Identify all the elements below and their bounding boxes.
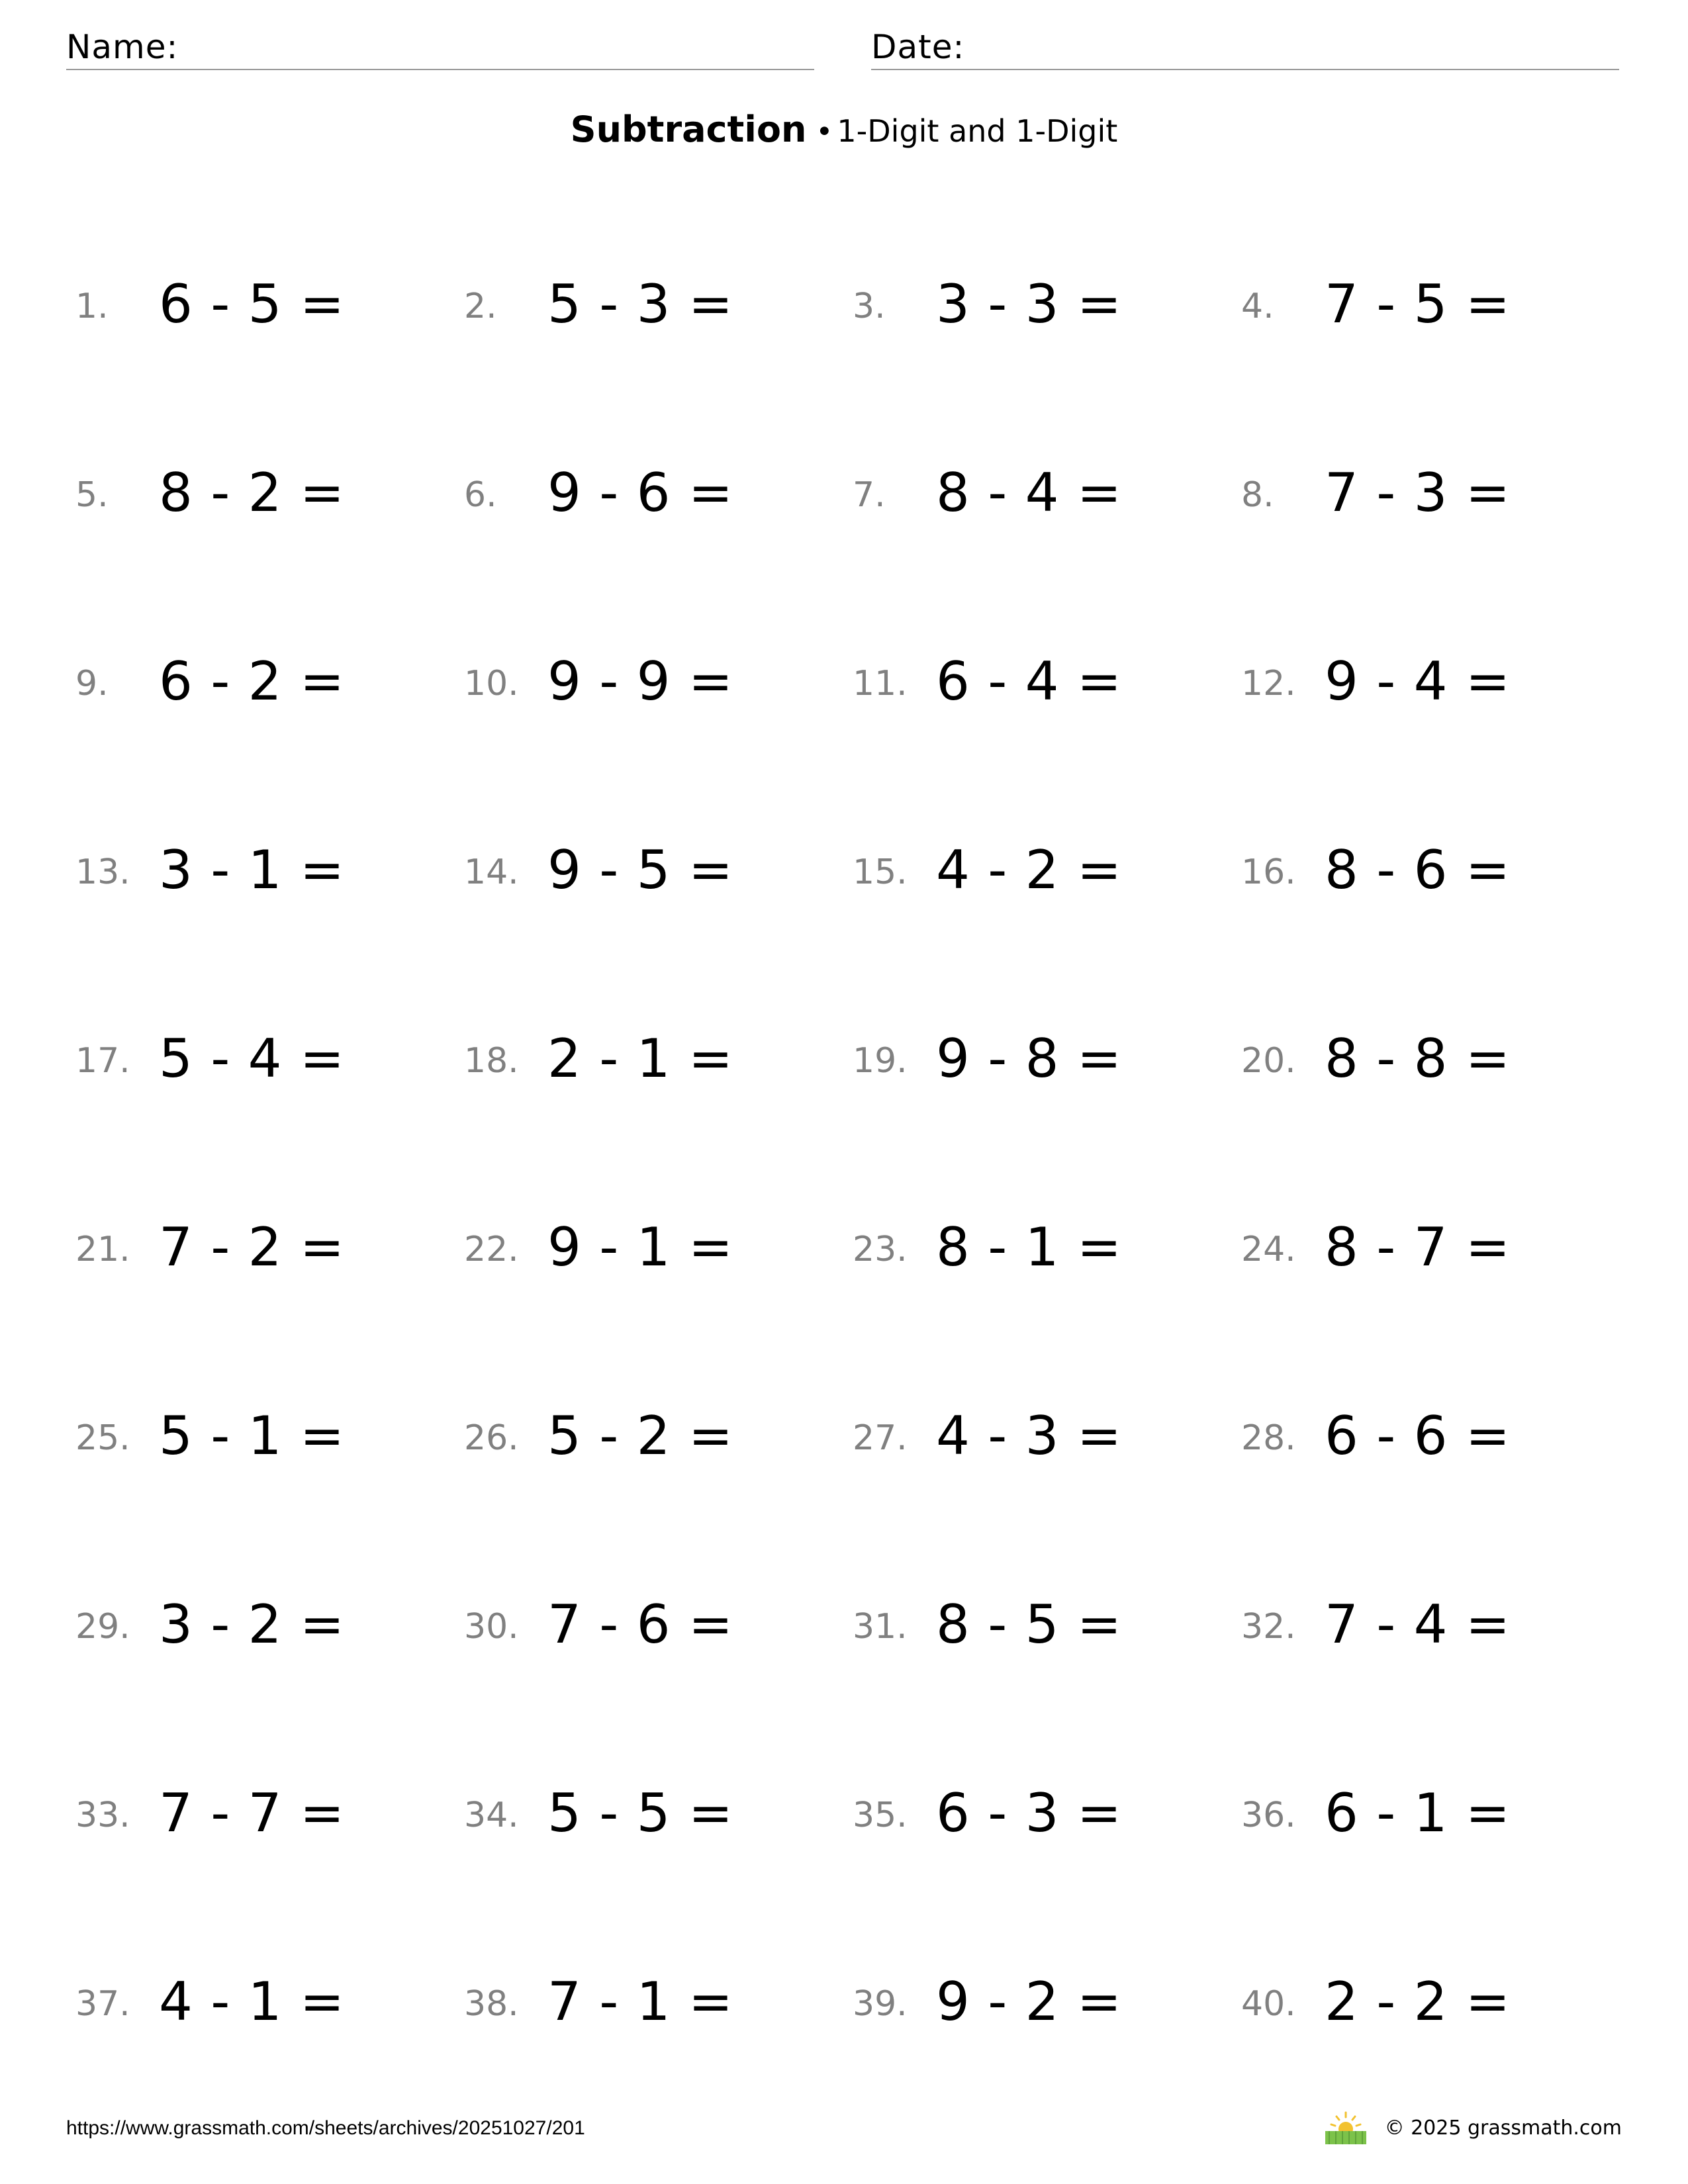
problem-number: 1. xyxy=(75,287,109,326)
problem-number: 18. xyxy=(464,1041,519,1081)
problem-number: 3. xyxy=(853,287,886,326)
problem-expression: 9 - 1 = xyxy=(547,1216,733,1278)
problem-item xyxy=(464,1195,853,1383)
footer-url: https://www.grassmath.com/sheets/archives/20251027/201 xyxy=(66,2117,585,2139)
problem-number: 38. xyxy=(464,1984,519,2024)
problem-item xyxy=(75,1760,464,1949)
problem-expression: 8 - 8 = xyxy=(1325,1028,1511,1089)
problem-expression: 7 - 5 = xyxy=(1325,273,1511,335)
problem-item xyxy=(75,1949,464,2138)
problem-item xyxy=(464,629,853,817)
problem-item xyxy=(75,251,464,440)
problem-number: 16. xyxy=(1241,852,1296,892)
problem-item xyxy=(1241,1195,1630,1383)
problem-number: 35. xyxy=(853,1796,908,1835)
problem-item xyxy=(75,1383,464,1572)
problem-number: 9. xyxy=(75,664,109,704)
problem-grid xyxy=(75,251,1624,2138)
problem-number: 32. xyxy=(1241,1607,1296,1647)
problem-expression: 7 - 4 = xyxy=(1325,1594,1511,1655)
problem-expression: 4 - 1 = xyxy=(159,1971,345,2032)
problem-expression: 7 - 7 = xyxy=(159,1782,345,1844)
problem-number: 26. xyxy=(464,1418,519,1458)
problem-item xyxy=(464,817,853,1006)
problem-number: 23. xyxy=(853,1230,908,1269)
problem-item xyxy=(1241,251,1630,440)
problem-expression: 7 - 3 = xyxy=(1325,462,1511,523)
problem-item xyxy=(853,440,1241,629)
date-label: Date: xyxy=(871,28,965,66)
problem-item xyxy=(464,1006,853,1195)
problem-item xyxy=(464,1949,853,2138)
problem-item xyxy=(853,817,1241,1006)
problem-item xyxy=(464,1572,853,1760)
problem-number: 11. xyxy=(853,664,908,704)
problem-number: 19. xyxy=(853,1041,908,1081)
problem-item xyxy=(464,1383,853,1572)
problem-item xyxy=(1241,1949,1630,2138)
worksheet-title xyxy=(0,106,1688,162)
problem-expression: 5 - 4 = xyxy=(159,1028,345,1089)
problem-expression: 6 - 6 = xyxy=(1325,1405,1511,1467)
problem-number: 8. xyxy=(1241,475,1274,515)
problem-expression: 9 - 9 = xyxy=(547,651,733,712)
problem-expression: 3 - 3 = xyxy=(936,273,1122,335)
problem-expression: 6 - 2 = xyxy=(159,651,345,712)
title-subtitle: 1-Digit and 1-Digit xyxy=(837,113,1118,149)
problem-item xyxy=(853,1006,1241,1195)
problem-number: 33. xyxy=(75,1796,130,1835)
problem-expression: 9 - 8 = xyxy=(936,1028,1122,1089)
problem-item xyxy=(464,440,853,629)
problem-number: 31. xyxy=(853,1607,908,1647)
problem-expression: 7 - 2 = xyxy=(159,1216,345,1278)
problem-number: 28. xyxy=(1241,1418,1296,1458)
problem-expression: 3 - 2 = xyxy=(159,1594,345,1655)
problem-item xyxy=(75,1195,464,1383)
problem-number: 2. xyxy=(464,287,497,326)
problem-number: 24. xyxy=(1241,1230,1296,1269)
problem-item xyxy=(853,1383,1241,1572)
problem-number: 36. xyxy=(1241,1796,1296,1835)
problem-number: 12. xyxy=(1241,664,1296,704)
copyright-text: © 2025 grassmath.com xyxy=(1384,2116,1622,2140)
title-main: Subtraction xyxy=(570,109,807,150)
problem-number: 30. xyxy=(464,1607,519,1647)
problem-expression: 9 - 4 = xyxy=(1325,651,1511,712)
problem-expression: 5 - 2 = xyxy=(547,1405,733,1467)
problem-expression: 6 - 4 = xyxy=(936,651,1122,712)
problem-item xyxy=(853,629,1241,817)
problem-item xyxy=(75,440,464,629)
problem-number: 22. xyxy=(464,1230,519,1269)
problem-item xyxy=(1241,1760,1630,1949)
problem-item xyxy=(75,817,464,1006)
problem-item xyxy=(75,1006,464,1195)
problem-expression: 6 - 1 = xyxy=(1325,1782,1511,1844)
problem-item xyxy=(853,1949,1241,2138)
problem-expression: 5 - 1 = xyxy=(159,1405,345,1467)
problem-expression: 8 - 2 = xyxy=(159,462,345,523)
problem-number: 37. xyxy=(75,1984,130,2024)
problem-item xyxy=(75,629,464,817)
problem-number: 25. xyxy=(75,1418,130,1458)
problem-item xyxy=(464,251,853,440)
problem-expression: 5 - 5 = xyxy=(547,1782,733,1844)
date-field[interactable] xyxy=(871,25,1619,70)
problem-number: 6. xyxy=(464,475,497,515)
problem-number: 17. xyxy=(75,1041,130,1081)
problem-item xyxy=(1241,629,1630,817)
problem-number: 27. xyxy=(853,1418,908,1458)
problem-expression: 9 - 5 = xyxy=(547,839,733,901)
name-field[interactable] xyxy=(66,25,814,70)
problem-expression: 4 - 3 = xyxy=(936,1405,1122,1467)
problem-number: 13. xyxy=(75,852,130,892)
problem-expression: 5 - 3 = xyxy=(547,273,733,335)
problem-expression: 9 - 6 = xyxy=(547,462,733,523)
problem-expression: 8 - 7 = xyxy=(1325,1216,1511,1278)
problem-expression: 9 - 2 = xyxy=(936,1971,1122,2032)
problem-item xyxy=(853,1760,1241,1949)
problem-item xyxy=(1241,1572,1630,1760)
problem-number: 39. xyxy=(853,1984,908,2024)
problem-number: 15. xyxy=(853,852,908,892)
problem-expression: 4 - 2 = xyxy=(936,839,1122,901)
problem-expression: 8 - 4 = xyxy=(936,462,1122,523)
problem-expression: 2 - 1 = xyxy=(547,1028,733,1089)
problem-number: 40. xyxy=(1241,1984,1296,2024)
problem-item xyxy=(1241,1383,1630,1572)
problem-expression: 3 - 1 = xyxy=(159,839,345,901)
problem-number: 34. xyxy=(464,1796,519,1835)
problem-number: 7. xyxy=(853,475,886,515)
problem-number: 10. xyxy=(464,664,519,704)
problem-expression: 7 - 1 = xyxy=(547,1971,733,2032)
problem-number: 14. xyxy=(464,852,519,892)
problem-item xyxy=(853,1195,1241,1383)
problem-item xyxy=(853,1572,1241,1760)
problem-item xyxy=(1241,817,1630,1006)
problem-item xyxy=(464,1760,853,1949)
problem-item xyxy=(1241,440,1630,629)
footer-brand xyxy=(1323,2111,1622,2146)
problem-expression: 7 - 6 = xyxy=(547,1594,733,1655)
title-bullet: • xyxy=(816,115,833,149)
problem-item xyxy=(1241,1006,1630,1195)
problem-expression: 8 - 1 = xyxy=(936,1216,1122,1278)
problem-number: 20. xyxy=(1241,1041,1296,1081)
problem-expression: 2 - 2 = xyxy=(1325,1971,1511,2032)
problem-number: 21. xyxy=(75,1230,130,1269)
name-label: Name: xyxy=(66,28,179,66)
sun-over-grass-icon xyxy=(1323,2111,1369,2146)
problem-expression: 6 - 5 = xyxy=(159,273,345,335)
problem-item xyxy=(853,251,1241,440)
problem-number: 4. xyxy=(1241,287,1274,326)
problem-number: 5. xyxy=(75,475,109,515)
problem-expression: 8 - 6 = xyxy=(1325,839,1511,901)
problem-expression: 8 - 5 = xyxy=(936,1594,1122,1655)
problem-expression: 6 - 3 = xyxy=(936,1782,1122,1844)
problem-item xyxy=(75,1572,464,1760)
problem-number: 29. xyxy=(75,1607,130,1647)
